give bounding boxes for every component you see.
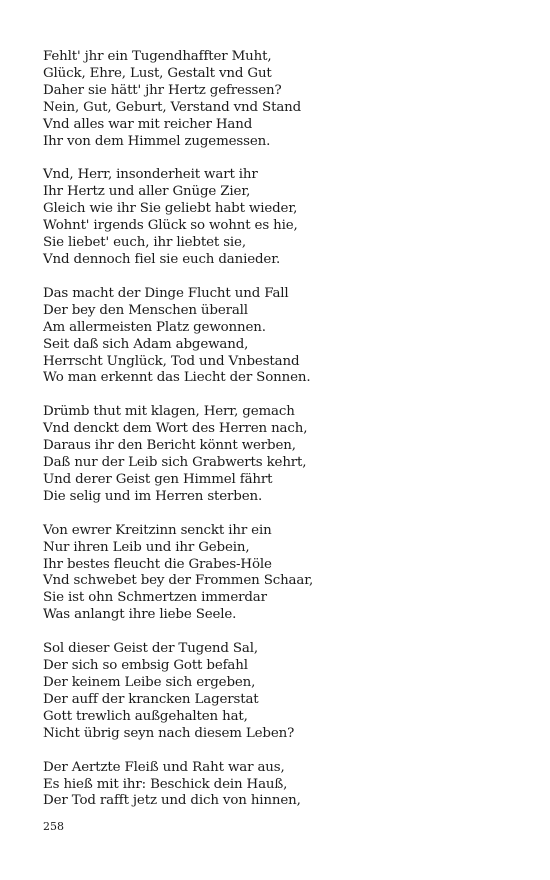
stanza-3: [43, 286, 513, 387]
stanza-5: [43, 523, 513, 624]
verse-line: Sie ist ohn Schmertzen immerdar: [43, 590, 267, 606]
verse-line: Der Aertzte Fleiß und Raht war aus,: [43, 759, 285, 775]
verse-line: Vnd dennoch fiel sie euch danieder.: [43, 251, 281, 267]
verse-line: Sie liebet' euch, ihr liebtet sie,: [43, 235, 246, 251]
verse-line: Nein, Gut, Geburt, Verstand vnd Stand: [43, 99, 302, 115]
verse-line: Daher sie hätt' jhr Hertz gefressen?: [43, 82, 282, 98]
stanza-4: [43, 404, 513, 505]
verse-line: Und derer Geist gen Himmel fährt: [43, 471, 273, 487]
verse-line: Der auff der krancken Lagerstat: [43, 691, 259, 707]
poem-body: [43, 49, 513, 827]
page-number: 258: [43, 820, 64, 833]
verse-line: Daß nur der Leib sich Grabwerts kehrt,: [43, 455, 307, 471]
verse-line: Vnd schwebet bey der Frommen Schaar,: [43, 573, 314, 589]
verse-line: Von ewrer Kreitzinn senckt ihr ein: [43, 522, 272, 538]
verse-line: Wohnt' irgends Glück so wohnt es hie,: [43, 218, 298, 234]
stanza-7: [43, 760, 513, 811]
verse-line: Ihr von dem Himmel zugemessen.: [43, 133, 271, 149]
verse-line: Der keinem Leibe sich ergeben,: [43, 675, 256, 690]
verse-line: Die selig und im Herren sterben.: [43, 488, 263, 504]
verse-line: Vnd, Herr, insonderheit wart ihr: [43, 167, 258, 183]
verse-line: Gleich wie ihr Sie geliebt habt wieder,: [43, 201, 298, 217]
verse-line: Das macht der Dinge Flucht und Fall: [43, 285, 289, 301]
verse-line: Herrscht Unglück, Tod und Vnbestand: [43, 353, 300, 369]
verse-line: Am allermeisten Platz gewonnen.: [43, 319, 266, 335]
stanza-1: [43, 49, 513, 150]
verse-line: Daraus ihr den Bericht könnt werben,: [43, 438, 296, 454]
verse-line: Nicht übrig seyn nach diesem Leben?: [43, 725, 295, 741]
verse-line: Wo man erkennt das Liecht der Sonnen.: [43, 370, 311, 386]
verse-line: Seit daß sich Adam abgewand,: [43, 336, 249, 352]
stanza-6: [43, 641, 513, 742]
verse-line: Der bey den Menschen überall: [43, 302, 248, 318]
stanza-2: [43, 167, 513, 268]
verse-line: Der sich so embsig Gott befahl: [43, 658, 248, 674]
verse-line: Drümb thut mit klagen, Herr, gemach: [43, 404, 295, 420]
verse-line: Es hieß mit ihr: Beschick dein Hauß,: [43, 776, 288, 792]
verse-line: Fehlt' jhr ein Tugendhaffter Muht,: [43, 49, 272, 64]
verse-line: Gott trewlich außgehalten hat,: [43, 708, 248, 724]
verse-line: Nur ihren Leib und ihr Gebein,: [43, 539, 250, 555]
verse-line: Was anlangt ihre liebe Seele.: [43, 607, 237, 623]
verse-line: Vnd denckt dem Wort des Herren nach,: [43, 421, 308, 437]
verse-line: Glück, Ehre, Lust, Gestalt vnd Gut: [43, 65, 272, 81]
verse-line: Ihr bestes fleucht die Grabes-Höle: [43, 556, 272, 572]
verse-line: Der Tod rafft jetz und dich von hinnen,: [43, 793, 301, 809]
verse-line: Sol dieser Geist der Tugend Sal,: [43, 641, 258, 657]
verse-line: Vnd alles war mit reicher Hand: [43, 116, 253, 132]
verse-line: Ihr Hertz und aller Gnüge Zier,: [43, 184, 251, 200]
